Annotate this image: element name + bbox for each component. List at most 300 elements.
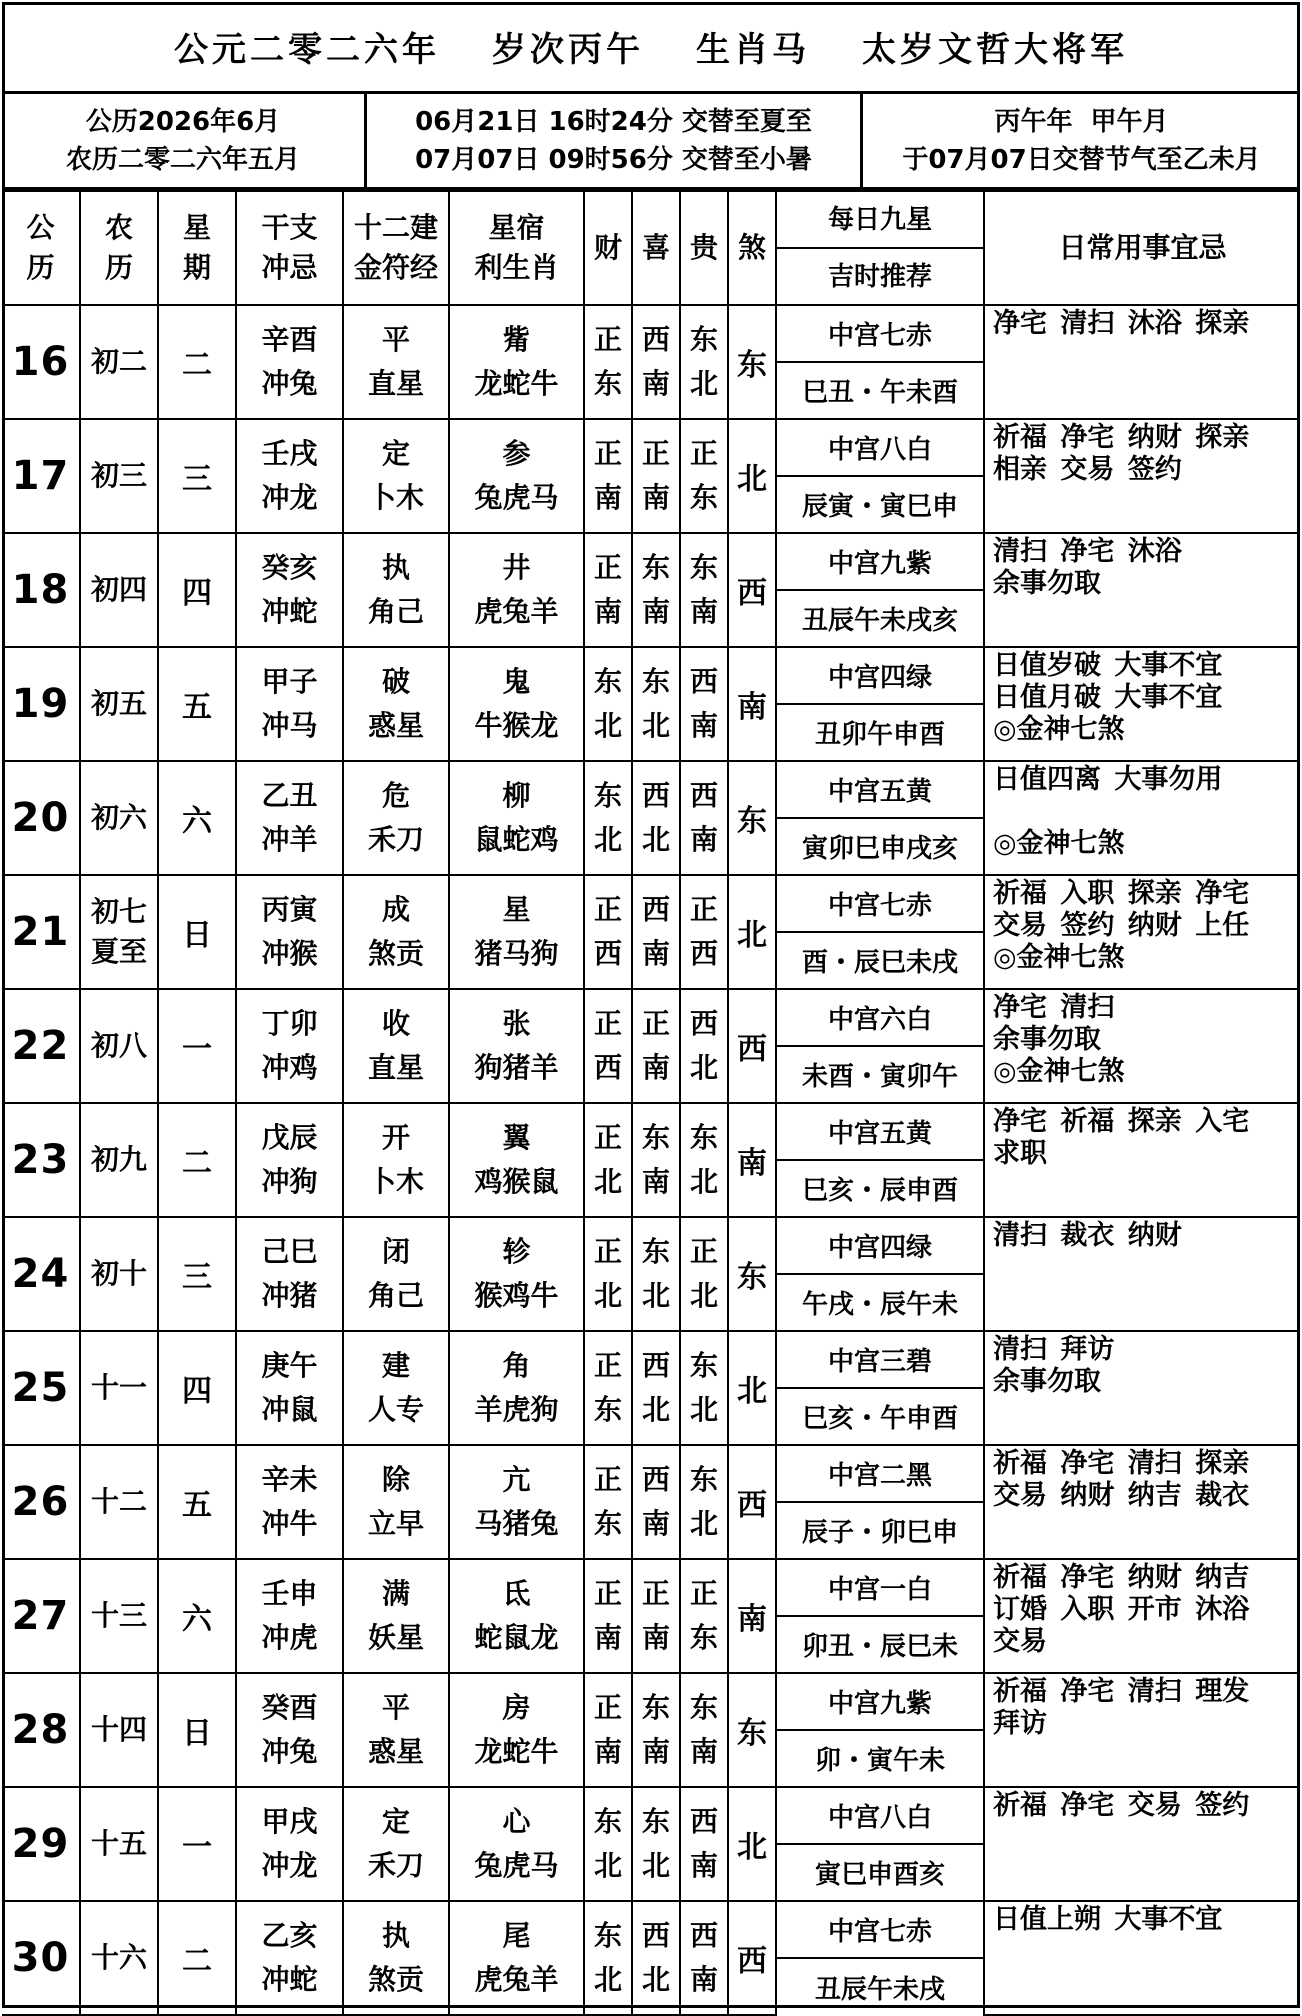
lucky-hours: 未酉・寅卯午 — [776, 1046, 984, 1103]
ganzhi-cell — [236, 1673, 343, 1787]
jian-cell — [343, 305, 449, 419]
header-jian: 十二建 金符经 — [343, 191, 449, 305]
xingsu-cell — [449, 989, 584, 1103]
title-year: 公元二零二六年 — [174, 30, 440, 70]
xi-direction-line: 西 — [641, 323, 670, 356]
yiji-line: 清扫 净宅 沐浴 — [993, 536, 1182, 567]
xi-direction-line: 南 — [641, 595, 670, 628]
gui-direction — [680, 761, 728, 875]
cai-direction — [584, 989, 632, 1103]
lucky-hours: 丑辰午未戌 — [776, 1958, 984, 2015]
lunar-date — [80, 647, 158, 761]
weekday: 日 — [158, 875, 236, 989]
ganzhi-cell-line: 冲虎 — [261, 1621, 318, 1654]
cai-direction — [584, 1673, 632, 1787]
yiji-notes — [984, 989, 1300, 1103]
sha-direction: 西 — [728, 533, 776, 647]
day-number: 30 — [2, 1901, 80, 2015]
cai-direction — [584, 1445, 632, 1559]
day-number: 27 — [2, 1559, 80, 1673]
lunar-date-line: 十六 — [90, 1941, 147, 1974]
cai-direction-line: 东 — [593, 1805, 622, 1838]
title-suici: 岁次丙午 — [492, 30, 644, 70]
nine-star: 中宫九紫 — [776, 1673, 984, 1730]
jian-cell-line: 角己 — [367, 595, 424, 628]
lunar-date-line: 初七 — [90, 895, 147, 928]
ganzhi-cell-line: 冲牛 — [261, 1507, 318, 1540]
xingsu-cell-line: 虎兔羊 — [474, 595, 559, 628]
ganzhi-cell-line: 冲鼠 — [261, 1393, 318, 1426]
gui-direction-line: 正 — [689, 1235, 718, 1268]
ganzhi-cell — [236, 419, 343, 533]
weekday: 一 — [158, 1787, 236, 1901]
ganzhi-cell-line: 庚午 — [261, 1349, 318, 1382]
xi-direction-line: 北 — [641, 1279, 670, 1312]
gui-direction-line: 南 — [689, 595, 718, 628]
gui-direction-line: 东 — [689, 481, 718, 514]
xingsu-cell — [449, 1217, 584, 1331]
table-row — [2, 761, 1300, 818]
cai-direction-line: 正 — [593, 1007, 622, 1040]
day-number: 16 — [2, 305, 80, 419]
xingsu-cell-line: 轸 — [502, 1235, 531, 1268]
header-xingsu: 星宿 利生肖 — [449, 191, 584, 305]
gui-direction-line: 西 — [689, 1805, 718, 1838]
table-row — [2, 1901, 1300, 1958]
xi-direction-line: 东 — [641, 1235, 670, 1268]
day-number: 24 — [2, 1217, 80, 1331]
xingsu-cell-line: 狗猪羊 — [474, 1051, 559, 1084]
lucky-hours: 午戌・辰午未 — [776, 1274, 984, 1331]
cai-direction — [584, 1901, 632, 2015]
xingsu-cell — [449, 1445, 584, 1559]
yiji-line: 净宅 清扫 — [993, 992, 1115, 1023]
table-row — [2, 1673, 1300, 1730]
xingsu-cell — [449, 1673, 584, 1787]
ganzhi-cell-line: 甲戌 — [261, 1805, 318, 1838]
cai-direction — [584, 419, 632, 533]
xi-direction-line: 北 — [641, 1963, 670, 1996]
gui-direction-line: 南 — [689, 1963, 718, 1996]
cai-direction-line: 正 — [593, 1349, 622, 1382]
xingsu-cell-line: 鬼 — [502, 665, 531, 698]
jian-cell-line: 禾刀 — [367, 823, 424, 856]
sha-direction: 北 — [728, 419, 776, 533]
sha-direction: 南 — [728, 1559, 776, 1673]
yiji-line: 祈福 入职 探亲 净宅 — [993, 878, 1250, 909]
xingsu-cell-line: 兔虎马 — [474, 1849, 559, 1882]
header-gui: 贵 — [680, 191, 728, 305]
day-number: 26 — [2, 1445, 80, 1559]
cai-direction-line: 正 — [593, 893, 622, 926]
info-solar-terms — [367, 94, 863, 187]
yiji-line: 订婚 入职 开市 沐浴 — [993, 1594, 1250, 1625]
cai-direction-line: 正 — [593, 551, 622, 584]
lunar-date-line: 十三 — [90, 1599, 147, 1632]
ganzhi-cell-line: 辛未 — [261, 1463, 318, 1496]
title-zodiac: 生肖马 — [696, 30, 810, 70]
xi-direction — [632, 1217, 680, 1331]
lunar-date-line: 十一 — [90, 1371, 147, 1404]
lunar-date-line: 初四 — [90, 573, 147, 606]
xingsu-cell — [449, 1787, 584, 1901]
ganzhi-cell — [236, 1103, 343, 1217]
gui-direction-line: 北 — [689, 367, 718, 400]
xi-direction-line: 北 — [641, 823, 670, 856]
header-ganzhi: 干支 冲忌 — [236, 191, 343, 305]
nine-star: 中宫七赤 — [776, 305, 984, 362]
yiji-line: 祈福 净宅 清扫 理发 — [993, 1676, 1250, 1707]
ganzhi-cell — [236, 533, 343, 647]
yiji-line: 祈福 净宅 纳财 纳吉 — [993, 1562, 1250, 1593]
yiji-line: 余事勿取 — [993, 568, 1101, 599]
cai-direction — [584, 533, 632, 647]
gui-direction-line: 西 — [689, 779, 718, 812]
cai-direction-line: 北 — [593, 1849, 622, 1882]
gui-direction-line: 西 — [689, 1007, 718, 1040]
xi-direction-line: 西 — [641, 1463, 670, 1496]
day-number: 18 — [2, 533, 80, 647]
jian-cell — [343, 989, 449, 1103]
lucky-hours: 巳丑・午未酉 — [776, 362, 984, 419]
ganzhi-cell — [236, 647, 343, 761]
cai-direction-line: 南 — [593, 1735, 622, 1768]
ganzhi-cell-line: 己巳 — [261, 1235, 318, 1268]
gui-direction-line: 东 — [689, 1349, 718, 1382]
cai-direction-line: 正 — [593, 1121, 622, 1154]
lucky-hours: 酉・辰巳未戌 — [776, 932, 984, 989]
cai-direction — [584, 1103, 632, 1217]
yiji-line: 交易 签约 纳财 上任 — [993, 910, 1250, 941]
sha-direction: 东 — [728, 1673, 776, 1787]
gui-direction-line: 正 — [689, 437, 718, 470]
xi-direction-line: 南 — [641, 1735, 670, 1768]
weekday: 二 — [158, 1103, 236, 1217]
gui-direction — [680, 1445, 728, 1559]
ganzhi-cell-line: 冲蛇 — [261, 595, 318, 628]
gui-direction — [680, 1559, 728, 1673]
xi-direction-line: 南 — [641, 367, 670, 400]
nine-star: 中宫五黄 — [776, 761, 984, 818]
title-taisui: 太岁文哲大将军 — [862, 30, 1128, 70]
jian-cell — [343, 1217, 449, 1331]
gui-direction-line: 西 — [689, 665, 718, 698]
jian-cell-line: 平 — [381, 1691, 410, 1724]
lunar-date — [80, 1103, 158, 1217]
sha-direction: 南 — [728, 647, 776, 761]
cai-direction — [584, 761, 632, 875]
header-xi: 喜 — [632, 191, 680, 305]
xingsu-cell — [449, 875, 584, 989]
gui-direction-line: 南 — [689, 1735, 718, 1768]
xi-direction — [632, 875, 680, 989]
lucky-hours: 卯・寅午未 — [776, 1730, 984, 1787]
gui-direction-line: 西 — [689, 937, 718, 970]
xingsu-cell — [449, 419, 584, 533]
info-next-month: 于07月07日交替节气至乙未月 — [902, 144, 1261, 175]
xingsu-cell-line: 房 — [502, 1691, 531, 1724]
nine-star: 中宫三碧 — [776, 1331, 984, 1388]
jian-cell — [343, 761, 449, 875]
weekday: 四 — [158, 1331, 236, 1445]
info-term-2: 07月07日 09时56分 交替至小暑 — [415, 144, 812, 175]
day-number: 22 — [2, 989, 80, 1103]
jian-cell-line: 收 — [381, 1007, 410, 1040]
ganzhi-cell-line: 冲兔 — [261, 1735, 318, 1768]
cai-direction — [584, 1331, 632, 1445]
lunar-date — [80, 761, 158, 875]
xi-direction — [632, 1103, 680, 1217]
ganzhi-cell-line: 丙寅 — [261, 893, 318, 926]
yiji-notes — [984, 1559, 1300, 1673]
xingsu-cell-line: 心 — [502, 1805, 531, 1838]
lunar-date — [80, 875, 158, 989]
xi-direction — [632, 1673, 680, 1787]
cai-direction-line: 西 — [593, 1051, 622, 1084]
xi-direction — [632, 1787, 680, 1901]
xi-direction-line: 北 — [641, 709, 670, 742]
xi-direction-line: 南 — [641, 937, 670, 970]
cai-direction — [584, 875, 632, 989]
yiji-notes — [984, 647, 1300, 761]
weekday: 日 — [158, 1673, 236, 1787]
xi-direction — [632, 761, 680, 875]
info-term-1: 06月21日 16时24分 交替至夏至 — [415, 106, 812, 137]
xingsu-cell-line: 柳 — [502, 779, 531, 812]
cai-direction-line: 南 — [593, 1621, 622, 1654]
xingsu-cell-line: 鼠蛇鸡 — [474, 823, 559, 856]
xingsu-cell-line: 马猪兔 — [474, 1507, 559, 1540]
cai-direction — [584, 1559, 632, 1673]
yiji-notes — [984, 875, 1300, 989]
xi-direction-line: 南 — [641, 1165, 670, 1198]
lunar-date — [80, 1559, 158, 1673]
xingsu-cell-line: 兔虎马 — [474, 481, 559, 514]
xingsu-cell — [449, 1901, 584, 2015]
header-cai: 财 — [584, 191, 632, 305]
nine-star: 中宫四绿 — [776, 1217, 984, 1274]
yiji-line: 拜访 — [993, 1708, 1047, 1739]
sha-direction: 东 — [728, 305, 776, 419]
ganzhi-cell-line: 乙丑 — [261, 779, 318, 812]
ganzhi-cell-line: 冲龙 — [261, 1849, 318, 1882]
xi-direction-line: 南 — [641, 1051, 670, 1084]
cai-direction-line: 南 — [593, 481, 622, 514]
ganzhi-cell-line: 辛酉 — [261, 323, 318, 356]
jian-cell-line: 直星 — [367, 367, 424, 400]
jian-cell-line: 妖星 — [367, 1621, 424, 1654]
yiji-line: 余事勿取 — [993, 1366, 1101, 1397]
jian-cell-line: 平 — [381, 323, 410, 356]
cai-direction-line: 正 — [593, 1235, 622, 1268]
yiji-notes — [984, 1103, 1300, 1217]
lucky-hours: 寅巳申酉亥 — [776, 1844, 984, 1901]
ganzhi-cell — [236, 1445, 343, 1559]
xi-direction — [632, 419, 680, 533]
lunar-date-line: 初八 — [90, 1029, 147, 1062]
yiji-line: 清扫 裁衣 纳财 — [993, 1220, 1182, 1251]
lucky-hours: 巳亥・午申酉 — [776, 1388, 984, 1445]
jian-cell-line: 禾刀 — [367, 1849, 424, 1882]
ganzhi-cell-line: 癸亥 — [261, 551, 318, 584]
ganzhi-cell — [236, 875, 343, 989]
gui-direction-line: 东 — [689, 1463, 718, 1496]
gui-direction-line: 正 — [689, 1577, 718, 1610]
header-sha: 煞 — [728, 191, 776, 305]
yiji-line: 净宅 清扫 沐浴 探亲 — [993, 308, 1250, 339]
jian-cell-line: 建 — [381, 1349, 410, 1382]
gui-direction — [680, 1331, 728, 1445]
cai-direction-line: 正 — [593, 437, 622, 470]
cai-direction-line: 正 — [593, 1691, 622, 1724]
xi-direction — [632, 533, 680, 647]
ganzhi-cell — [236, 1331, 343, 1445]
gui-direction-line: 北 — [689, 1279, 718, 1312]
jian-cell-line: 危 — [381, 779, 410, 812]
cai-direction-line: 北 — [593, 823, 622, 856]
yiji-notes — [984, 1787, 1300, 1901]
gui-direction — [680, 875, 728, 989]
sha-direction: 东 — [728, 761, 776, 875]
day-number: 23 — [2, 1103, 80, 1217]
lunar-date — [80, 1217, 158, 1331]
cai-direction — [584, 305, 632, 419]
jian-cell-line: 惑星 — [367, 709, 424, 742]
jian-cell-line: 成 — [381, 893, 410, 926]
xingsu-cell-line: 虎兔羊 — [474, 1963, 559, 1996]
sha-direction: 西 — [728, 1445, 776, 1559]
xingsu-cell-line: 角 — [502, 1349, 531, 1382]
cai-direction — [584, 1217, 632, 1331]
day-number: 19 — [2, 647, 80, 761]
gui-direction-line: 北 — [689, 1051, 718, 1084]
xingsu-cell-line: 星 — [502, 893, 531, 926]
weekday: 三 — [158, 419, 236, 533]
xingsu-cell — [449, 533, 584, 647]
yiji-line: ◎金神七煞 — [993, 714, 1125, 745]
lucky-hours: 丑辰午未戌亥 — [776, 590, 984, 647]
day-number: 25 — [2, 1331, 80, 1445]
ganzhi-cell-line: 壬戌 — [261, 437, 318, 470]
gui-direction-line: 西 — [689, 1919, 718, 1952]
jian-cell — [343, 533, 449, 647]
ganzhi-cell — [236, 1901, 343, 2015]
cai-direction-line: 东 — [593, 367, 622, 400]
header-nongli: 农 历 — [80, 191, 158, 305]
weekday: 三 — [158, 1217, 236, 1331]
xingsu-cell — [449, 305, 584, 419]
yiji-notes — [984, 1901, 1300, 2015]
info-bar — [2, 94, 1300, 190]
table-row — [2, 1445, 1300, 1502]
jian-cell-line: 满 — [381, 1577, 410, 1610]
cai-direction — [584, 1787, 632, 1901]
sha-direction: 东 — [728, 1217, 776, 1331]
lunar-date — [80, 1901, 158, 2015]
lunar-date-line: 初六 — [90, 801, 147, 834]
jian-cell-line: 立早 — [367, 1507, 424, 1540]
jian-cell-line: 煞贡 — [367, 1963, 424, 1996]
xi-direction-line: 正 — [641, 1577, 670, 1610]
xingsu-cell-line: 牛猴龙 — [474, 709, 559, 742]
cai-direction-line: 北 — [593, 1963, 622, 1996]
jian-cell — [343, 1445, 449, 1559]
table-row — [2, 1217, 1300, 1274]
xi-direction-line: 东 — [641, 1805, 670, 1838]
yiji-notes — [984, 1217, 1300, 1331]
xi-direction-line: 东 — [641, 1121, 670, 1154]
nine-star: 中宫一白 — [776, 1559, 984, 1616]
jian-cell — [343, 1559, 449, 1673]
lunar-date — [80, 305, 158, 419]
xi-direction-line: 东 — [641, 665, 670, 698]
yiji-line: 日值岁破 大事不宜 — [993, 650, 1223, 681]
yiji-line: 清扫 拜访 — [993, 1334, 1115, 1365]
info-ganzhi-year-month: 丙午年 甲午月 — [994, 106, 1169, 137]
sha-direction: 西 — [728, 989, 776, 1103]
yiji-notes — [984, 1331, 1300, 1445]
table-row — [2, 989, 1300, 1046]
title-bar — [2, 2, 1300, 94]
jian-cell-line: 破 — [381, 665, 410, 698]
xi-direction — [632, 989, 680, 1103]
jian-cell-line: 角己 — [367, 1279, 424, 1312]
cai-direction-line: 东 — [593, 1507, 622, 1540]
ganzhi-cell-line: 冲猪 — [261, 1279, 318, 1312]
jian-cell-line: 闭 — [381, 1235, 410, 1268]
xi-direction — [632, 647, 680, 761]
xingsu-cell-line: 蛇鼠龙 — [474, 1621, 559, 1654]
nine-star: 中宫八白 — [776, 419, 984, 476]
lucky-hours: 辰寅・寅巳申 — [776, 476, 984, 533]
xi-direction-line: 西 — [641, 893, 670, 926]
lunar-date — [80, 533, 158, 647]
gui-direction-line: 南 — [689, 823, 718, 856]
lunar-date — [80, 1673, 158, 1787]
xingsu-cell-line: 龙蛇牛 — [474, 1735, 559, 1768]
yiji-notes — [984, 419, 1300, 533]
day-number: 21 — [2, 875, 80, 989]
weekday: 四 — [158, 533, 236, 647]
nine-star: 中宫四绿 — [776, 647, 984, 704]
lunar-date-line: 夏至 — [90, 935, 147, 968]
table-row — [2, 1787, 1300, 1844]
cai-direction-line: 东 — [593, 1919, 622, 1952]
ganzhi-cell-line: 冲蛇 — [261, 1963, 318, 1996]
weekday: 六 — [158, 1559, 236, 1673]
info-ganzhi — [863, 94, 1300, 187]
header-jishi: 吉时推荐 — [776, 248, 984, 305]
xi-direction — [632, 1331, 680, 1445]
lucky-hours: 丑卯午申酉 — [776, 704, 984, 761]
info-lunar-month: 农历二零二六年五月 — [65, 144, 300, 175]
jian-cell — [343, 1901, 449, 2015]
sha-direction: 南 — [728, 1103, 776, 1217]
info-gregorian-month: 公历2026年6月 — [85, 106, 281, 137]
cai-direction-line: 北 — [593, 1279, 622, 1312]
weekday: 二 — [158, 305, 236, 419]
ganzhi-cell-line: 冲兔 — [261, 367, 318, 400]
ganzhi-cell-line: 冲狗 — [261, 1165, 318, 1198]
yiji-line: 相亲 交易 签约 — [993, 454, 1182, 485]
yiji-line: 祈福 净宅 纳财 探亲 — [993, 422, 1250, 453]
xingsu-cell-line: 羊虎狗 — [474, 1393, 559, 1426]
cai-direction-line: 东 — [593, 1393, 622, 1426]
table-row — [2, 1331, 1300, 1388]
xingsu-cell-line: 翼 — [502, 1121, 531, 1154]
yiji-notes — [984, 533, 1300, 647]
ganzhi-cell-line: 冲猴 — [261, 937, 318, 970]
